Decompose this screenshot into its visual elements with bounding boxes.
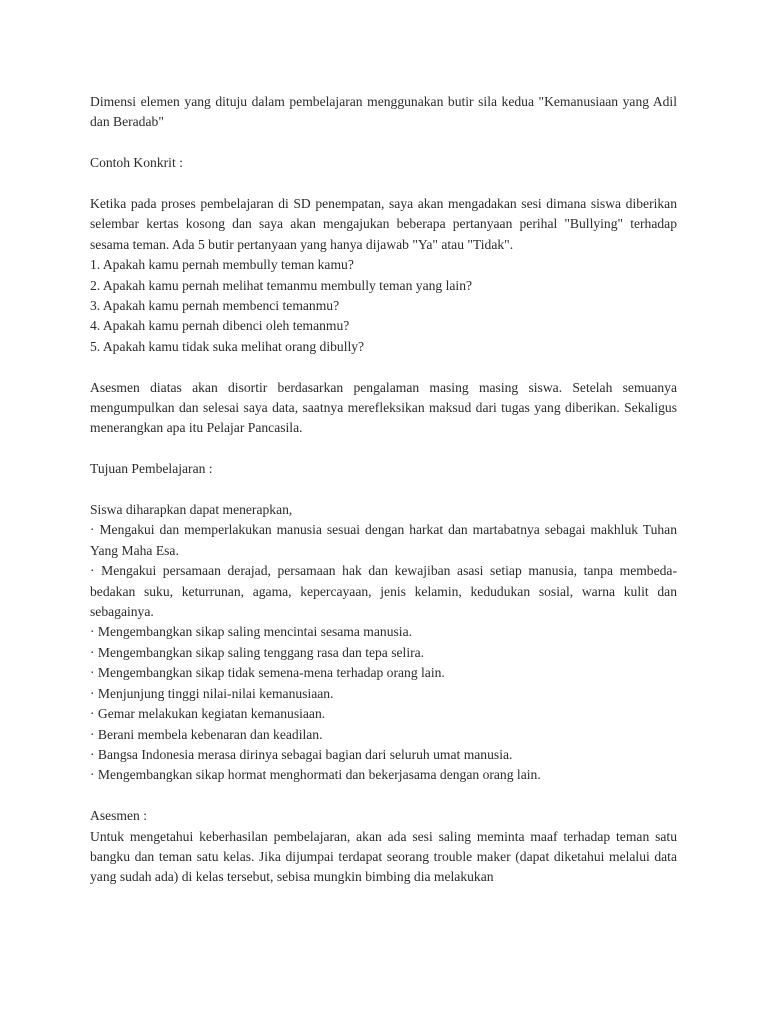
question-item: 2. Apakah kamu pernah melihat temanmu membully teman yang lain? xyxy=(90,277,473,293)
spacer xyxy=(90,439,677,459)
asesmen-heading: Asesmen : xyxy=(90,808,148,824)
question-item: 1. Apakah kamu pernah membully teman kamu? xyxy=(90,257,354,273)
goal-item: · Mengembangkan sikap saling tenggang rasa dan tepa selira. xyxy=(90,644,425,660)
goal-item: · Mengembangkan sikap hormat menghormati dan bekerjasama dengan orang lain. xyxy=(90,767,541,783)
tujuan-lead: Siswa diharapkan dapat menerapkan, xyxy=(90,502,293,518)
goal-item: · Berani membela kebenaran dan keadilan. xyxy=(90,726,323,742)
goal-list xyxy=(90,520,677,785)
asesmen-paragraph: Untuk mengetahui keberhasilan pembelajaran, akan ada sesi saling meminta maaf terhadap teman satu bangku dan teman satu kelas. Jika dijumpai terdapat seorang trouble maker (dapat diketahui melalui data yang sudah ada) di kelas tersebut, sebisa mungkin bimbing dia melakukan xyxy=(90,828,677,885)
intro-paragraph: Dimensi elemen yang dituju dalam pembelajaran menggunakan butir sila kedua "Kemanusiaan yang Adil dan Beradab" xyxy=(90,94,677,130)
goal-item: · Mengembangkan sikap tidak semena-mena terhadap orang lain. xyxy=(90,665,445,681)
goal-item: · Mengakui dan memperlakukan manusia sesuai dengan harkat dan martabatnya sebagai makhluk Tuhan Yang Maha Esa. xyxy=(90,522,677,558)
question-item: 4. Apakah kamu pernah dibenci oleh temanmu? xyxy=(90,318,350,334)
asesmen-intro-paragraph: Asesmen diatas akan disortir berdasarkan pengalaman masing masing siswa. Setelah semuanya mengumpulkan dan selesai saya data, saatnya merefleksikan maksud dari tugas yang diberikan. Sekaligus menerangkan apa itu Pelajar Pancasila. xyxy=(90,379,677,436)
spacer xyxy=(90,174,677,194)
spacer xyxy=(90,786,677,806)
spacer xyxy=(90,133,677,153)
goal-item: · Menjunjung tinggi nilai-nilai kemanusiaan. xyxy=(90,685,334,701)
contoh-paragraph: Ketika pada proses pembelajaran di SD penempatan, saya akan mengadakan sesi dimana siswa diberikan selembar kertas kosong dan saya akan mengajukan beberapa pertanyaan perihal "Bullying" terhadap sesama teman. Ada 5 butir pertanyaan yang hanya dijawab "Ya" atau "Tidak". xyxy=(90,196,677,252)
spacer xyxy=(90,357,677,377)
contoh-heading: Contoh Konkrit : xyxy=(90,155,183,171)
goal-item: · Mengembangkan sikap saling mencintai sesama manusia. xyxy=(90,624,413,640)
document-body xyxy=(90,92,677,888)
goal-item: · Bangsa Indonesia merasa dirinya sebagai bagian dari seluruh umat manusia. xyxy=(90,746,513,762)
question-item: 3. Apakah kamu pernah membenci temanmu? xyxy=(90,298,340,314)
question-list xyxy=(90,255,677,357)
question-item: 5. Apakah kamu tidak suka melihat orang dibully? xyxy=(90,338,365,354)
spacer xyxy=(90,480,677,500)
goal-item: · Gemar melakukan kegiatan kemanusiaan. xyxy=(90,706,326,722)
goal-item: · Mengakui persamaan derajad, persamaan hak dan kewajiban asasi setiap manusia, tanpa membeda-bedakan suku, keturrunan, agama, kepercayaan, jenis kelamin, kedudukan sosial, warna kulit dan sebagainya. xyxy=(90,563,677,620)
tujuan-heading: Tujuan Pembelajaran : xyxy=(90,461,213,477)
